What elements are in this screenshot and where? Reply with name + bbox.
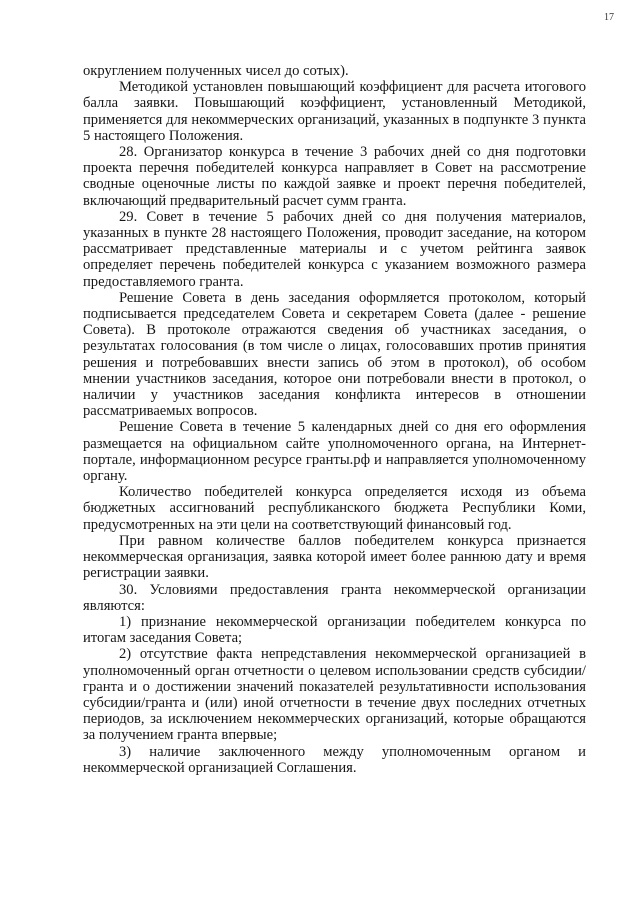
paragraph-equal-score: При равном количестве баллов победителем конкурса признается некоммерческая организация, заявка которой имеет более раннюю дату и время регистрации заявки. — [83, 532, 586, 582]
paragraph-winners-count: Количество победителей конкурса определяется исходя из объема бюджетных ассигнований республиканского бюджета Республики Коми, предусмотренных на эти цели на соответствующий финансовый год. — [83, 484, 586, 533]
paragraph-condition-1: 1) признание некоммерческой организации победителем конкурса по итогам заседания Совета; — [83, 613, 586, 647]
paragraph-continuation: округлением полученных чисел до сотых). — [83, 63, 349, 79]
paragraph-item-28: 28. Организатор конкурса в течение 3 рабочих дней со дня подготовки проекта перечня победителей конкурса направляет в Совет на рассмотрение сводные оценочные листы по каждой заявке и проект перечня победителей, включающий предварительный расчет сумм гранта. — [83, 144, 586, 209]
document-body — [83, 63, 586, 776]
paragraph-item-29: 29. Совет в течение 5 рабочих дней со дня получения материалов, указанных в пункте 28 настоящего Положения, проводит заседание, на котором рассматривает представленные материалы и с учетом рейтинга заявок определяет перечень победителей конкурса с указанием возможного размера предоставляемого гранта. — [83, 208, 586, 290]
paragraph-council-decision-protocol: Решение Совета в день заседания оформляется протоколом, который подписывается председателем Совета и секретарем Совета (далее - решение Совета). В протоколе отражаются сведения об участниках заседания, о результатах голосования (в том числе о лицах, голосовавших против принятия решения и потребовавших внести запись об этом в протокол), об особом мнении участников заседания, которое они потребовали внести в протокол, о наличии у участников заседания конфликта интересов в отношении рассматриваемых вопросов. — [83, 289, 586, 420]
paragraph-item-30: 30. Условиями предоставления гранта некоммерческой организации являются: — [83, 581, 586, 614]
paragraph-condition-3: 3) наличие заключенного между уполномоченным органом и некоммерческой организацией Соглашения. — [83, 743, 586, 776]
page-number: 17 — [604, 12, 614, 23]
paragraph-council-decision-publication: Решение Совета в течение 5 календарных дней со дня его оформления размещается на официальном сайте уполномоченного органа, на Интернет-портале, информационном ресурсе гранты.рф и направляется уполномоченному органу. — [83, 419, 586, 485]
paragraph-condition-2: 2) отсутствие факта непредставления некоммерческой организацией в уполномоченный орган отчетности о целевом использовании средств субсидии/гранта и о достижении значений показателей результативности использования субсидии/гранта и (или) иной отчетности в течение двух последних отчетных периодов, за исключением некоммерческих организаций, которые обращаются за получением гранта впервые; — [83, 646, 586, 744]
paragraph-coefficient: Методикой установлен повышающий коэффициент для расчета итогового балла заявки. Повышающий коэффициент, установленный Методикой, применяется для некоммерческих организаций, указанных в подпункте 3 пункта 5 настоящего Положения. — [83, 79, 586, 144]
